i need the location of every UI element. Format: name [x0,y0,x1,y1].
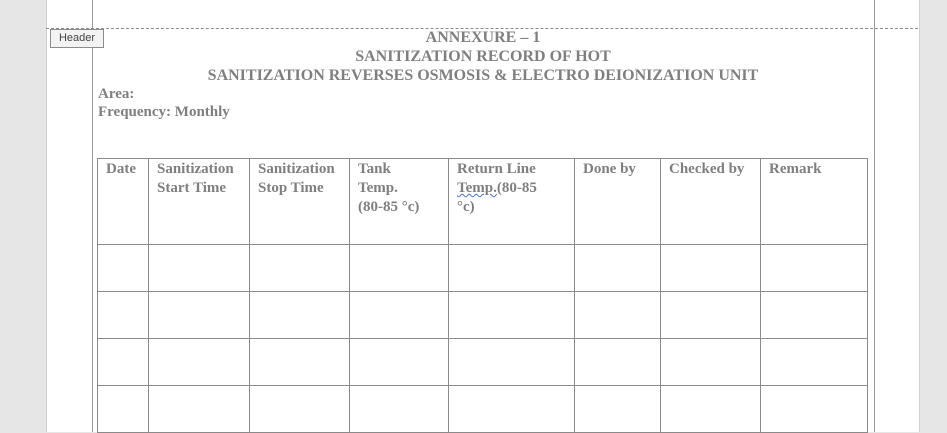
table-cell[interactable] [761,245,868,292]
table-cell[interactable] [449,386,575,433]
unit-title[interactable]: SANITIZATION REVERSES OSMOSIS & ELECTRO DEIONIZATION UNIT [207,67,759,84]
column-header-stop-time[interactable]: Sanitization Stop Time [250,159,350,245]
table-cell[interactable] [149,245,250,292]
header-tab[interactable]: Header [50,29,104,48]
table-cell[interactable] [250,245,350,292]
table-cell[interactable] [661,292,761,339]
frequency-label[interactable]: Frequency: Monthly [98,104,230,120]
table-cell[interactable] [575,245,661,292]
table-cell[interactable] [250,339,350,386]
column-header-tank-temp[interactable]: Tank Temp. (80-85 °c) [350,159,449,245]
table-cell[interactable] [350,292,449,339]
table-row [98,339,868,386]
table-cell[interactable] [149,386,250,433]
right-margin-guide [874,0,875,432]
table-row [98,386,868,433]
table-cell[interactable] [575,292,661,339]
column-header-date[interactable]: Date [98,159,149,245]
table-cell[interactable] [350,386,449,433]
table-cell[interactable] [149,292,250,339]
table-cell[interactable] [575,339,661,386]
table-cell[interactable] [250,386,350,433]
table-row [98,245,868,292]
table-cell[interactable] [661,339,761,386]
table-cell[interactable] [661,245,761,292]
table-cell[interactable] [98,245,149,292]
column-header-return-line-temp[interactable]: Return Line Temp.(80-85 °c) [449,159,575,245]
table-cell[interactable] [575,386,661,433]
spellcheck-flagged-word[interactable]: Temp. [457,180,497,196]
column-header-checked-by[interactable]: Checked by [661,159,761,245]
table-cell[interactable] [98,339,149,386]
table-cell[interactable] [149,339,250,386]
column-header-remark[interactable]: Remark [761,159,868,245]
table-cell[interactable] [98,386,149,433]
table-cell[interactable] [761,339,868,386]
area-label[interactable]: Area: [98,86,135,102]
sanitization-record-table [97,158,868,433]
table-row [98,292,868,339]
table-cell[interactable] [661,386,761,433]
table-header-row [98,159,868,245]
table-cell[interactable] [449,292,575,339]
table-cell[interactable] [449,339,575,386]
table-cell[interactable] [449,245,575,292]
table-cell[interactable] [250,292,350,339]
table-cell[interactable] [350,245,449,292]
record-title[interactable]: SANITIZATION RECORD OF HOT [355,48,611,65]
table-cell[interactable] [761,292,868,339]
annexure-title[interactable]: ANNEXURE – 1 [425,29,541,46]
table-cell[interactable] [98,292,149,339]
column-header-done-by[interactable]: Done by [575,159,661,245]
column-header-start-time[interactable]: Sanitization Start Time [149,159,250,245]
table-cell[interactable] [761,386,868,433]
table-cell[interactable] [350,339,449,386]
